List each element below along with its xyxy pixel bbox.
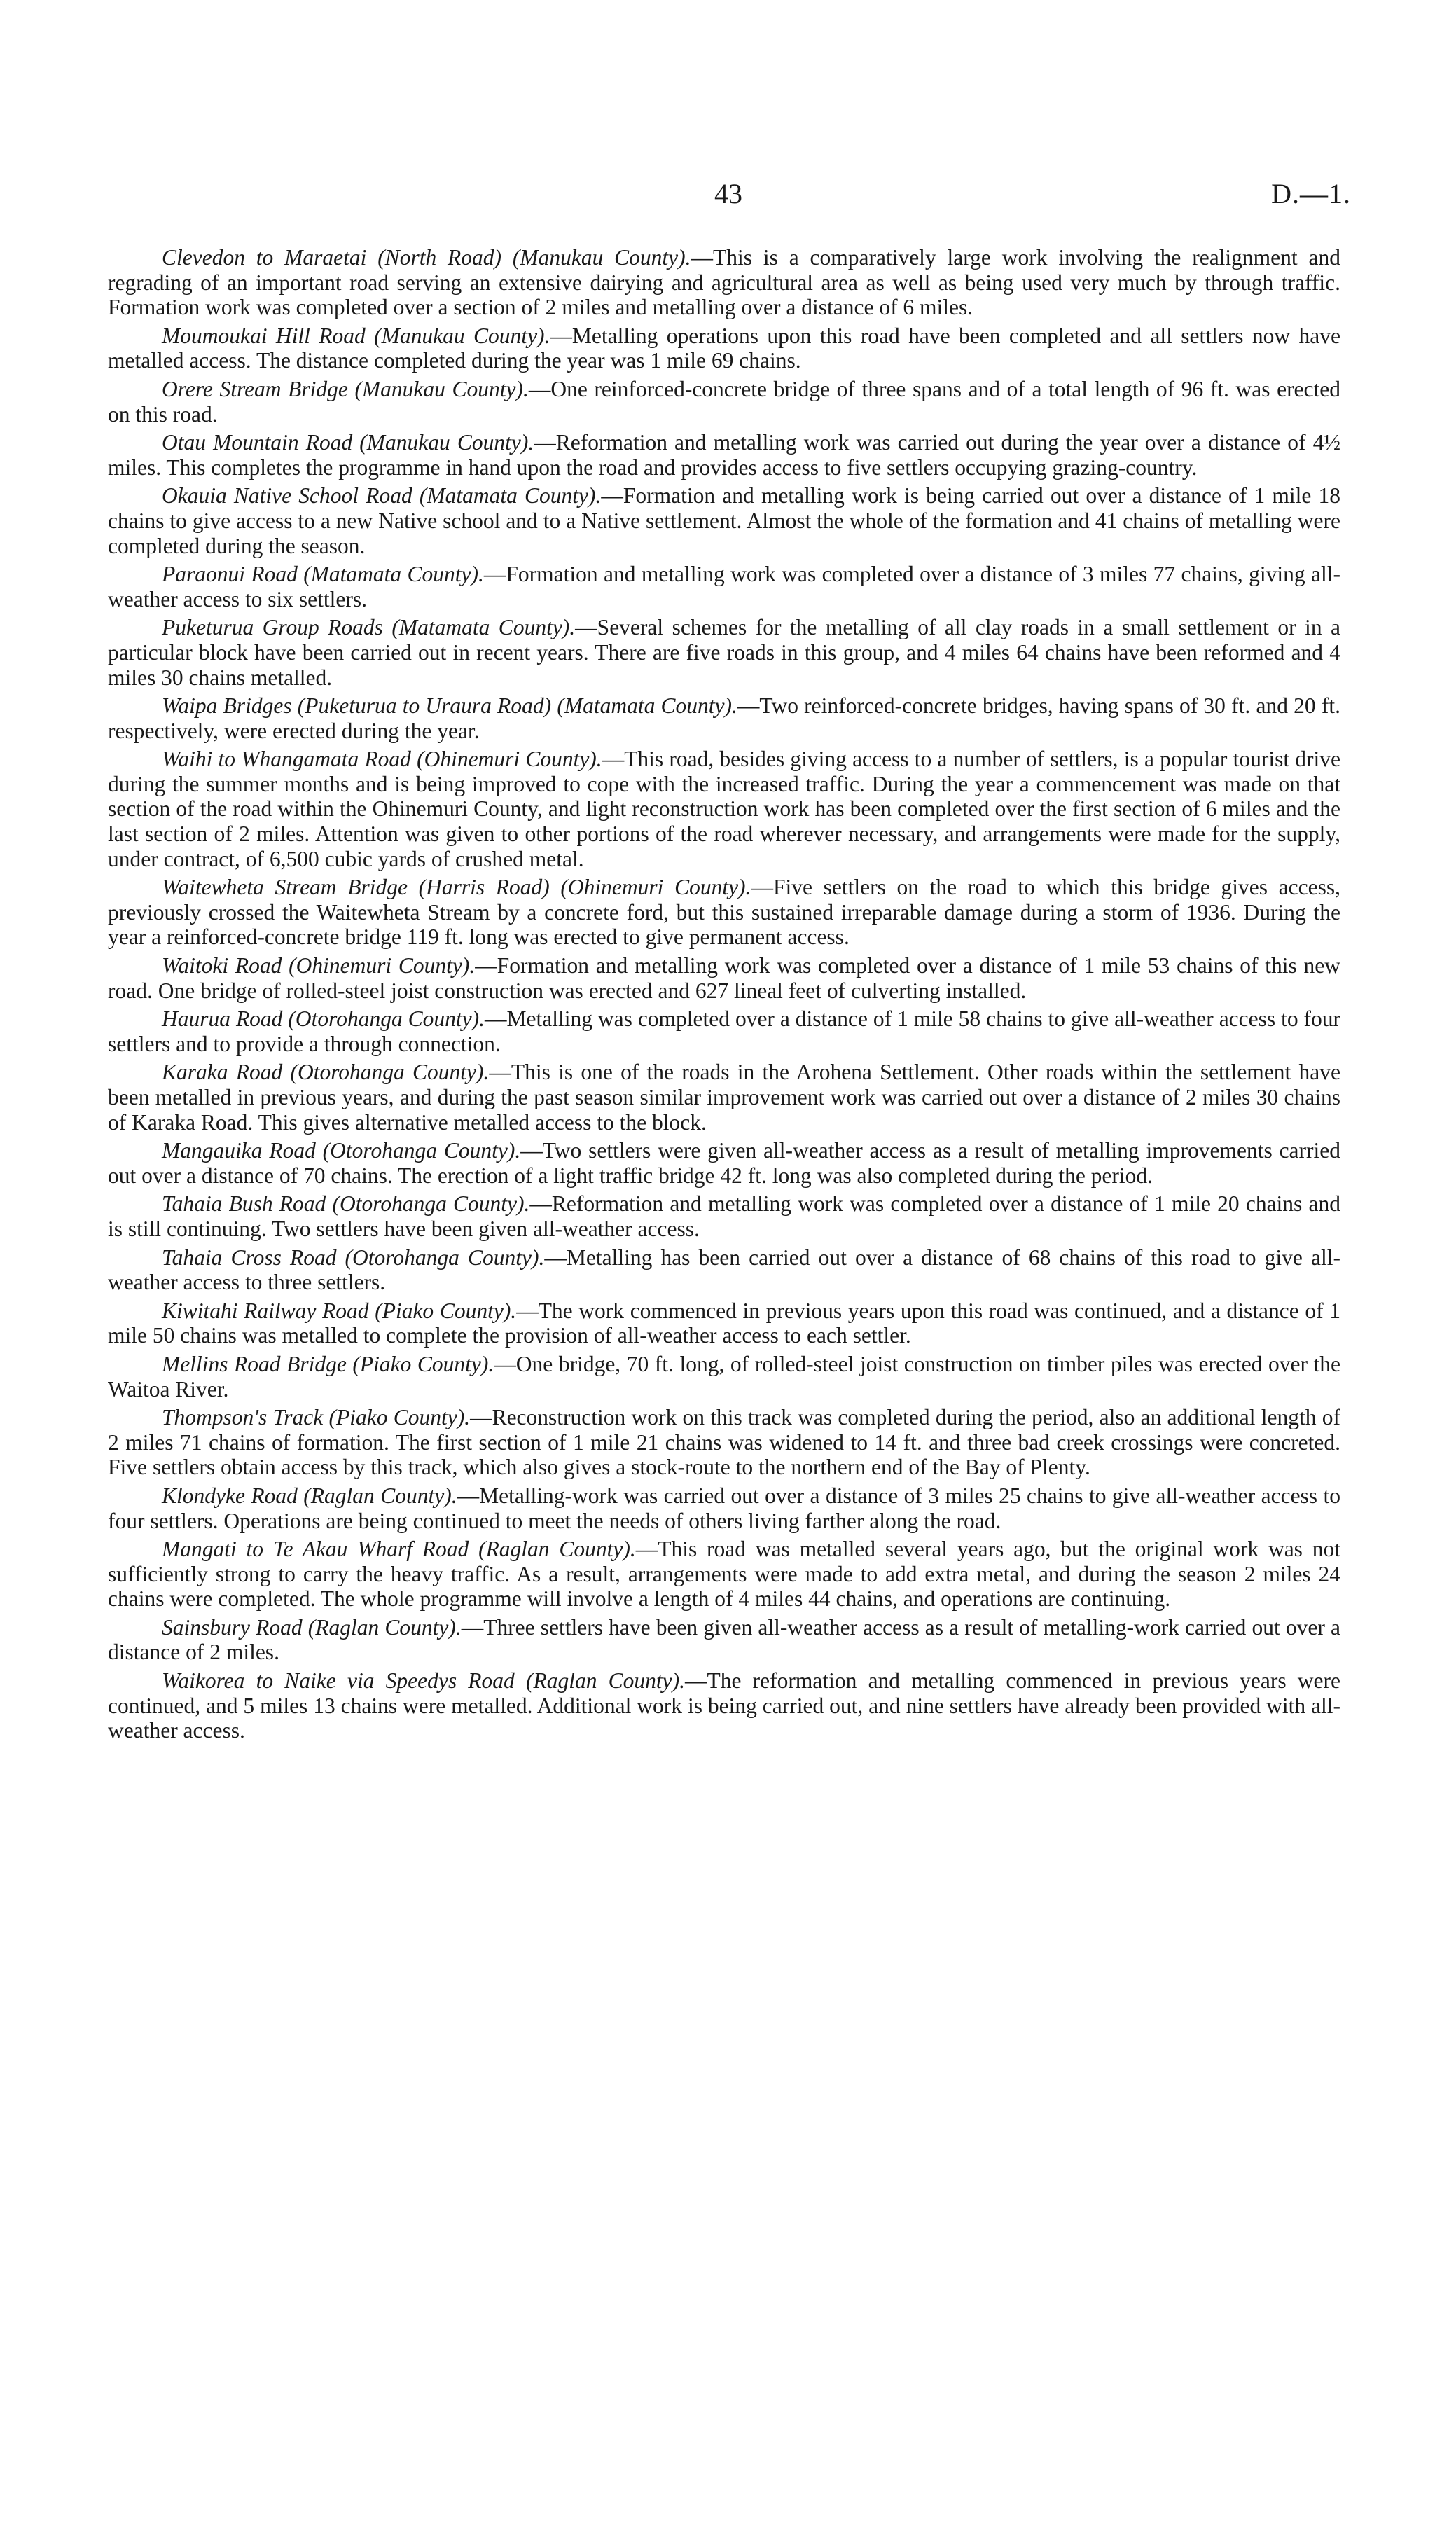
paragraph-text: —Three settlers have been given all-weather access as a result of metalling-work carried out over a distance of 2 miles. [108,1614,1340,1665]
paragraph-sainsbury [108,1615,1340,1665]
paragraph-heading: Otau Mountain Road (Manukau County). [162,430,534,455]
paragraph-karaka [108,1060,1340,1135]
paragraph-text: —Two reinforced-concrete bridges, having spans of 30 ft. and 20 ft. respectively, were erected during the year. [108,693,1341,743]
paragraph-heading: Waitewheta Stream Bridge (Harris Road) (Ohinemuri County). [162,875,751,900]
paragraph-heading: Kiwitahi Railway Road (Piako County). [162,1298,517,1323]
paragraph-mellins-bridge [108,1352,1340,1401]
paragraph-puketurua-group [108,615,1340,690]
paragraph-heading: Okauia Native School Road (Matamata County). [162,483,602,508]
paragraph-orere-stream-bridge [108,377,1340,427]
paragraph-heading: Sainsbury Road (Raglan County). [162,1614,462,1640]
paragraph-heading: Moumoukai Hill Road (Manukau County). [162,323,550,348]
paragraph-heading: Mangauika Road (Otorohanga County). [162,1138,521,1163]
paragraph-text: —One reinforced-concrete bridge of three spans and of a total length of 96 ft. was erected on this road. [108,376,1341,427]
paragraph-heading: Thompson's Track (Piako County). [162,1405,471,1430]
paragraph-text: —Two settlers were given all-weather access as a result of metalling improvements carried out over a distance of 70 chains. The erection of a light traffic bridge 42 ft. long was also completed during the period. [108,1138,1340,1188]
paragraph-text: —This is one of the roads in the Arohena Settlement. Other roads within the settlement have been metalled in previous years, and during the past season similar improvement work was carried out over a distance of 2 miles 30 chains of Karaka Road. This gives alternative metalled access to the block. [108,1060,1340,1135]
paragraph-text: —Metalling was completed over a distance of 1 mile 58 chains to give all-weather access to four settlers and to provide a through connection. [108,1006,1340,1056]
paragraph-text: —Formation and metalling work was completed over a distance of 1 mile 53 chains of this new road. One bridge of rolled-steel joist construction was erected and 627 lineal feet of culverting installed. [108,953,1340,1003]
paragraph-heading: Waitoki Road (Ohinemuri County). [162,953,476,978]
paragraph-waikorea-naike [108,1668,1340,1743]
paragraph-text: —Formation and metalling work is being carried out over a distance of 1 mile 18 chains to give access to a new Native school and to a Native settlement. Almost the whole of the formation and 41 chains of metalling were completed during the season. [108,483,1340,558]
paragraph-heading: Tahaia Cross Road (Otorohanga County). [162,1245,545,1270]
paragraph-kiwitahi-railway [108,1299,1340,1348]
paragraph-waitoki [108,953,1340,1003]
paragraph-heading: Waikorea to Naike via Speedys Road (Raglan County). [162,1668,686,1694]
paragraph-heading: Clevedon to Maraetai (North Road) (Manukau County). [162,245,691,270]
paragraph-clevedon-maraetai [108,245,1340,320]
paragraph-mangauika [108,1138,1340,1188]
paragraph-heading: Paraonui Road (Matamata County). [162,562,484,587]
paragraph-klondyke [108,1483,1340,1533]
paragraph-heading: Karaka Road (Otorohanga County). [162,1060,490,1085]
paragraph-text: —This road, besides giving access to a number of settlers, is a popular tourist drive during the summer months and is being improved to cope with the increased traffic. During the year a commencement was made on that section of the road within the Ohinemuri County, and light reconstruction work has been completed over the first section of 6 miles and the last section of 2 miles. Attention was given to other portions of the road wherever necessary, and arrangements were made for the supply, under contract, of 6,500 cubic yards of crushed metal. [108,747,1341,871]
paragraph-text: —One bridge, 70 ft. long, of rolled-steel joist construction on timber piles was erected over the Waitoa River. [108,1351,1340,1401]
paragraph-text: —Reconstruction work on this track was completed during the period, also an additional length of 2 miles 71 chains of formation. The first section of 1 mile 21 chains was widened to 14 ft. and three bad creek crossings were concreted. Five settlers obtain access by this track, which also gives a stock-route to the northern end of the Bay of Plenty. [108,1405,1340,1480]
paragraph-text: —Reformation and metalling work was carried out during the year over a distance of 4½ miles. This completes the programme in hand upon the road and provides access to five settlers occupying grazing-country. [108,430,1340,480]
paragraph-heading: Waipa Bridges (Puketurua to Uraura Road) (Matamata County). [162,693,737,719]
paragraph-waihi-whangamata [108,747,1340,871]
paragraph-text: —Several schemes for the metalling of all clay roads in a small settlement or in a particular block have been carried out in recent years. There are five roads in this group, and 4 miles 64 chains have been reformed and 4 miles 30 chains metalled. [108,615,1340,690]
paragraph-text: —Reformation and metalling work was completed over a distance of 1 mile 20 chains and is still continuing. Two settlers have been given all-weather access. [108,1191,1341,1241]
paragraph-text: —Formation and metalling work was completed over a distance of 3 miles 77 chains, giving all-weather access to six settlers. [108,562,1340,611]
page-number: 43 [714,178,742,209]
paragraph-text: —The work commenced in previous years upon this road was continued, and a distance of 1 mile 50 chains was metalled to complete the provision of all-weather access to each settler. [108,1298,1340,1348]
paragraph-tahaia-bush [108,1191,1340,1241]
page-header [0,176,1456,212]
paragraph-heading: Klondyke Road (Raglan County). [162,1483,457,1508]
paragraph-text: —Metalling-work was carried out over a distance of 3 miles 25 chains to give all-weather access to four settlers. Operations are being continued to meet the needs of others living farther along the road. [108,1483,1340,1533]
paragraph-moumoukai-hill [108,324,1340,373]
paragraph-text: —Five settlers on the road to which this bridge gives access, previously crossed the Waitewheta Stream by a concrete ford, but this sustained irreparable damage during a storm of 1936. During the year a reinforced-concrete bridge 119 ft. long was erected to give permanent access. [108,875,1340,950]
paragraph-text: —Metalling operations upon this road have been completed and all settlers now have metalled access. The distance completed during the year was 1 mile 69 chains. [108,323,1340,373]
paragraph-thompsons-track [108,1405,1340,1480]
paragraph-text: —This road was metalled several years ago, but the original work was not sufficiently strong to carry the heavy traffic. As a result, arrangements were made to add extra metal, and during the season 2 miles 24 chains were completed. The whole programme will involve a length of 4 miles 44 chains, and operations are continuing. [108,1537,1340,1612]
paragraph-heading: Haurua Road (Otorohanga County). [162,1006,485,1032]
paragraph-waitewheta-bridge [108,875,1340,950]
paragraph-waipa-bridges [108,693,1340,743]
paragraph-paraonui [108,562,1340,611]
paragraph-heading: Puketurua Group Roads (Matamata County). [162,615,576,640]
paragraph-tahaia-cross [108,1245,1340,1295]
paragraph-haurua [108,1006,1340,1056]
paragraph-okauia-native-school [108,483,1340,558]
paragraph-heading: Tahaia Bush Road (Otorohanga County). [162,1191,530,1217]
paragraph-heading: Orere Stream Bridge (Manukau County). [162,376,529,401]
paragraph-text: —Metalling has been carried out over a distance of 68 chains of this road to give all-weather access to three settlers. [108,1245,1340,1295]
paragraph-heading: Waihi to Whangamata Road (Ohinemuri County). [162,747,602,772]
paragraph-otau-mountain [108,430,1340,480]
paragraph-heading: Mellins Road Bridge (Piako County). [162,1351,494,1376]
document-reference: D.—1. [1271,178,1351,209]
body-text [108,245,1340,1747]
paragraph-text: —The reformation and metalling commenced in previous years were continued, and 5 miles 13 chains were metalled. Additional work is being carried out, and nine settlers have already been provided with all-weather access. [108,1668,1340,1743]
paragraph-mangati-te-akau [108,1537,1340,1612]
paragraph-heading: Mangati to Te Akau Wharf Road (Raglan County). [162,1537,636,1562]
paragraph-text: —This is a comparatively large work involving the realignment and regrading of an important road serving an extensive dairying and agricultural area as well as being used very much by through traffic. Formation work was completed over a section of 2 miles and metalling over a distance of 6 miles. [108,245,1340,320]
